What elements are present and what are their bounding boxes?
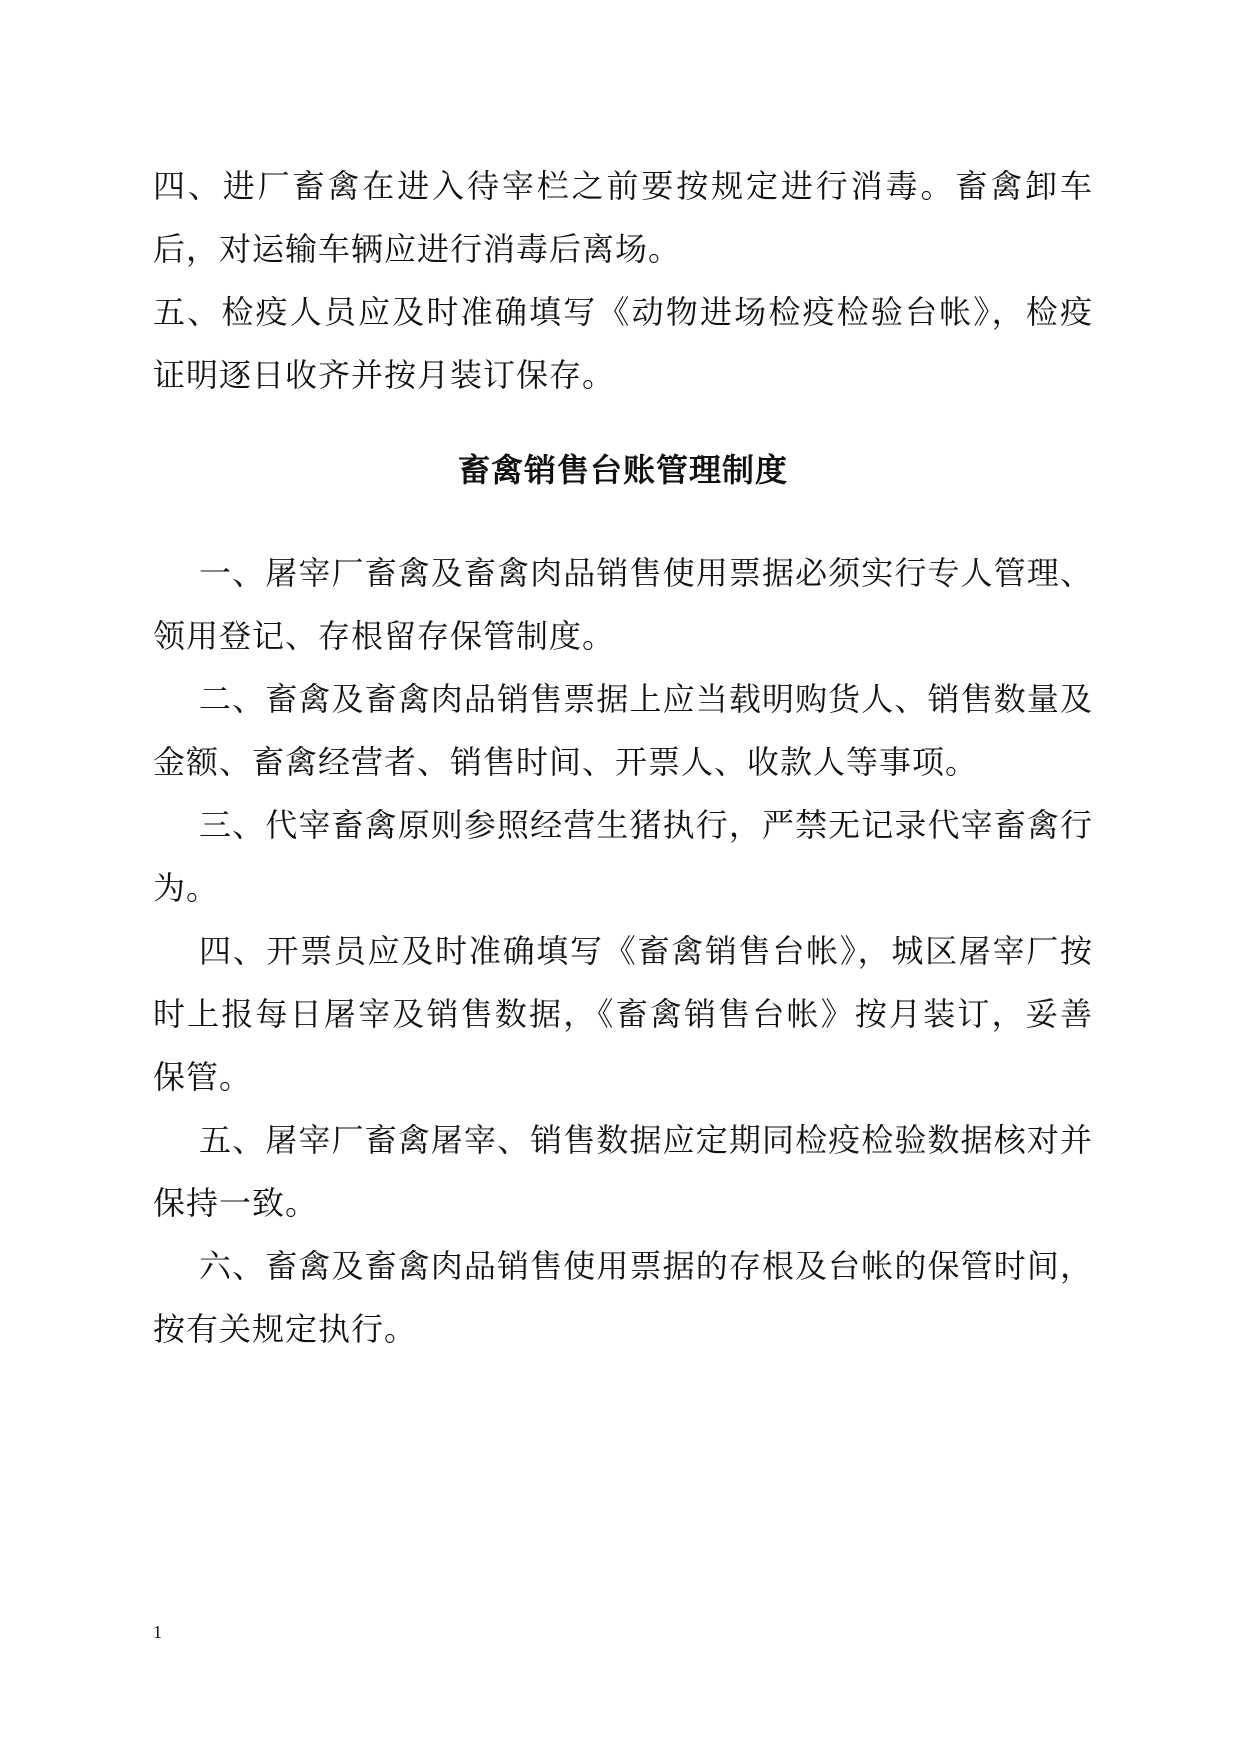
section-paragraph-2: 二、畜禽及畜禽肉品销售票据上应当载明购货人、销售数量及金额、畜禽经营者、销售时间、开票人、收款人等事项。	[153, 680, 1093, 781]
section-paragraph-6: 六、畜禽及畜禽肉品销售使用票据的存根及台帐的保管时间，按有关规定执行。	[153, 1247, 1093, 1348]
section-paragraph-3: 三、代宰畜禽原则参照经营生猪执行，严禁无记录代宰畜禽行为。	[153, 806, 1093, 907]
section-paragraph-4: 四、开票员应及时准确填写《畜禽销售台帐》，城区屠宰厂按时上报每日屠宰及销售数据，《畜禽销售台帐》按月装订，妥善保管。	[153, 932, 1093, 1096]
page-number: 1	[153, 1622, 162, 1642]
section-paragraph-5: 五、屠宰厂畜禽屠宰、销售数据应定期同检疫检验数据核对并保持一致。	[153, 1121, 1093, 1222]
intro-paragraph-5: 五、检疫人员应及时准确填写《动物进场检疫检验台帐》，检疫证明逐日收齐并按月装订保存。	[153, 293, 1093, 394]
section-title: 畜禽销售台账管理制度	[457, 451, 788, 489]
section-paragraph-1: 一、屠宰厂畜禽及畜禽肉品销售使用票据必须实行专人管理、领用登记、存根留存保管制度。	[153, 554, 1093, 655]
intro-paragraph-4: 四、进厂畜禽在进入待宰栏之前要按规定进行消毒。畜禽卸车后，对运输车辆应进行消毒后离场。	[153, 167, 1093, 268]
document-body	[153, 155, 1093, 1361]
